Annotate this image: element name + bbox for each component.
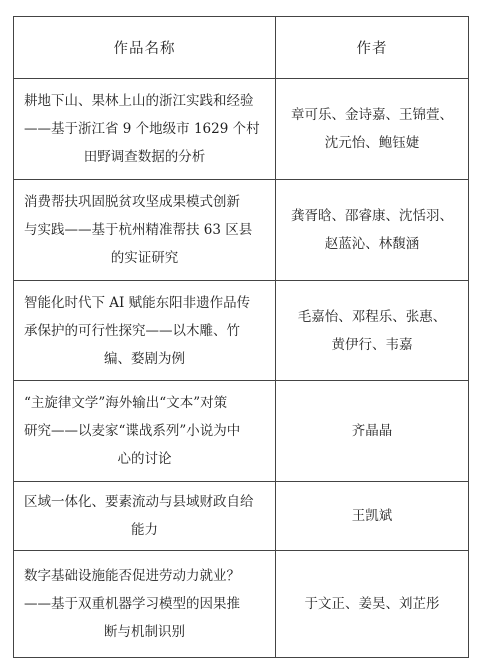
work-title-line: 智能化时代下 AI 赋能东阳非遗作品传 [24,294,251,311]
author-line: 赵蓝沁、林馥涵 [324,236,420,252]
work-title-cell [14,551,276,658]
work-title-line: ——基于双重机器学习模型的因果推 [24,596,240,612]
author-line: 章可乐、金诗嘉、王锦萱、 [291,107,453,123]
header-title-col: 作品名称 [14,17,276,79]
table-row [14,381,469,482]
author-cell [276,281,469,381]
work-title-line: 的实证研究 [110,250,179,266]
work-title-line: 编、婺剧为例 [104,350,185,367]
work-title-line: ——基于浙江省 9 个地级市 1629 个村 [24,121,260,137]
table-row [14,79,469,180]
work-title-line: 断与机制识别 [104,624,185,640]
work-title-cell [14,79,276,180]
author-cell [276,180,469,281]
table-row [14,482,469,551]
table-header-row [14,17,469,79]
work-title-line: 田野调查数据的分析 [83,149,206,165]
work-title-line: 承保护的可行性探究——以木雕、竹 [24,322,240,339]
author-line: 毛嘉怡、邓程乐、张惠、 [297,308,447,325]
header-author-col: 作者 [276,17,469,79]
work-title-cell [14,482,276,551]
author-cell [276,381,469,482]
author-line: 沈元怡、鲍钰婕 [324,135,420,151]
work-title-line: 研究——以麦家“谍战系列”小说为中 [24,423,241,439]
work-title-line: 区域一体化、要素流动与县域财政自给 [24,494,254,510]
work-title-line: 消费帮扶巩固脱贫攻坚成果模式创新 [24,194,240,210]
author-line: 齐晶晶 [351,423,393,439]
table-row [14,551,469,658]
work-title-line: “主旋律文学”海外输出“文本”对策 [24,395,228,411]
works-table [13,16,469,658]
author-line: 于文正、姜昊、刘芷彤 [304,596,440,612]
author-cell [276,482,469,551]
author-line: 龚胥晗、邵睿康、沈恬羽、 [291,208,453,224]
work-title-line: 与实践——基于杭州精准帮扶 63 区县 [24,222,253,238]
work-title-cell [14,180,276,281]
table-row [14,281,469,381]
work-title-cell [14,281,276,381]
work-title-line: 心的讨论 [117,451,172,467]
author-line: 王凯斌 [351,508,393,524]
author-line: 黄伊行、韦嘉 [331,336,413,353]
work-title-cell [14,381,276,482]
table-row [14,180,469,281]
author-cell [276,79,469,180]
author-cell [276,551,469,658]
work-title-line: 数字基础设施能否促进劳动力就业？ [24,568,240,584]
work-title-line: 耕地下山、果林上山的浙江实践和经验 [24,93,254,109]
work-title-line: 能力 [131,522,158,538]
